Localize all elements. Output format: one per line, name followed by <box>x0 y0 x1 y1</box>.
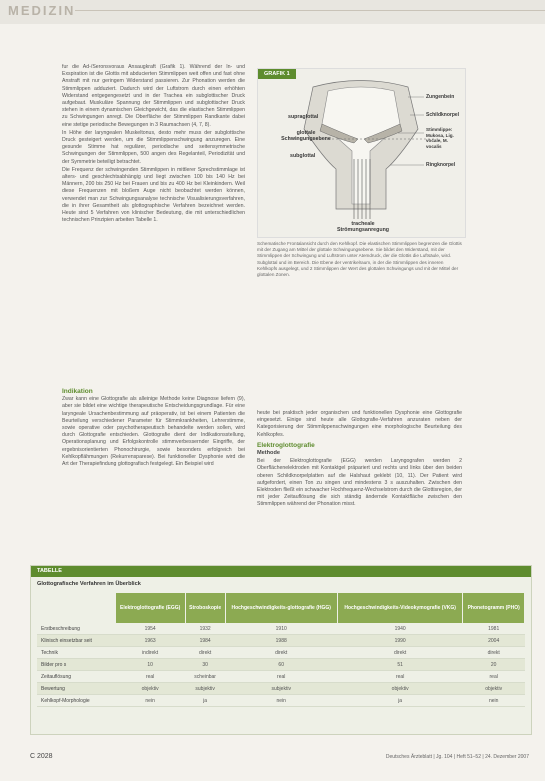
table-cell: direkt <box>337 647 462 659</box>
left-column-lower <box>62 385 245 469</box>
table-header-row <box>37 593 525 623</box>
header-rule <box>75 10 545 11</box>
label-subglottal: subglottal <box>290 153 316 159</box>
table-row <box>37 659 525 671</box>
table-cell: real <box>337 671 462 683</box>
page-header <box>0 0 545 24</box>
table-cell: 60 <box>225 659 337 671</box>
table-cell: real <box>115 671 185 683</box>
table-cell: 30 <box>185 659 225 671</box>
table-cell: nein <box>225 695 337 707</box>
figure-caption: Schematische Frontalansicht durch den Kehlkopf. Die elastischen Stimmlippen begrenzen die Glottis mit der Zugang am Mittel der glottale Schwingungsebene. Sie bildet den Widerstand, mit der Stimmlippen der Schwingung und Luftstrom unter Atemdruck, der die Glottis die Luftsäule, wird. Subglottal und im Bereich. Die Ebene der ventrikelraum, in der die Stimmlippen des inneren Kehlkopfs ausgelegt, und 2 Stimmlippen der Wert des glottalen Schwingungs und mit der Mittel der glottalen Zonen. <box>257 241 462 278</box>
table-row <box>37 671 525 683</box>
figure-label: GRAFIK 1 <box>258 69 296 79</box>
row-label: Kehlkopf-Morphologie <box>37 695 115 707</box>
subsection-title-methode: Methode <box>257 450 280 457</box>
table-panel <box>30 565 532 735</box>
label-cricoid: Ringknorpel <box>426 162 456 168</box>
table-caption: Glottografische Verfahren im Überblick <box>37 581 141 587</box>
table-cell: direkt <box>225 647 337 659</box>
table-cell: subjektiv <box>225 683 337 695</box>
label-thyroid: Schildknorpel <box>426 112 460 118</box>
table-header-cell <box>37 593 115 623</box>
table-cell: 10 <box>115 659 185 671</box>
row-label: Technik <box>37 647 115 659</box>
table-cell: objektiv <box>463 683 525 695</box>
table-header-cell: Hochgeschwindigkeits-Videokymografie (VKG) <box>337 593 462 623</box>
table-cell: nein <box>463 695 525 707</box>
table-cell: 1932 <box>185 623 225 635</box>
paragraph: Zwar kann eine Glottografie als alleinige Methode keine Diagnose liefern (9), aber sie bildet eine wichtige therapeutische Entscheidungsgrundlage. Für eine laryngeale Ursachenbestimmung auf präoperativ, ist bei einem Patienten die Beurteilung verschiedener Parameter für Stimmkrankheiten, Lehrerstimme, sowie operative oder psychotherapeutisch behandelte werden sollen, wird durch Glottografie entschieden. Glottografie dient der Indikationsstellung, Operationsplanung und Erfolgskontrolle stimmverbessernder Eingriffe, der ergebnisorientierten Phonochirurgie, sowie besonders erfolgreich bei Kehlkopflähmungen (Rekurrensparese). Bei funktioneller Dysphonie wird die Art der Therapiefindung glottografisch festgelegt. Ein Beispiel wird <box>62 396 245 468</box>
label-supraglottal: supraglottal <box>288 114 319 120</box>
table-cell: real <box>225 671 337 683</box>
table-cell: 51 <box>337 659 462 671</box>
table-cell: 2004 <box>463 635 525 647</box>
table-cell: objektiv <box>337 683 462 695</box>
table-cell: subjektiv <box>185 683 225 695</box>
table-cell: 1988 <box>225 635 337 647</box>
table-row <box>37 695 525 707</box>
table-row <box>37 623 525 635</box>
table-cell: 1954 <box>115 623 185 635</box>
right-column <box>257 410 462 510</box>
table-label: TABELLE <box>31 566 531 577</box>
row-label: Klinisch einsetzbar seit <box>37 635 115 647</box>
methods-table <box>37 593 525 707</box>
table-cell: ja <box>337 695 462 707</box>
figure-larynx <box>257 68 466 238</box>
table-cell: ja <box>185 695 225 707</box>
table-row <box>37 647 525 659</box>
section-title-indikation: Indikation <box>62 388 93 395</box>
paragraph: Bei der Elektroglottografie (EGG) werden Laryngografen werden 2 Oberflächenelektroden mit Kontaktgel präpariert und rechts und links über den beiden oberen Schildknorpelplatten auf die Halshaut geklebt (10, 11). Der Patient wird aufgefordert, einen Ton zu singen und mindestens 3 s auszuhalten. Zwischen den Elektroden fließt ein schwacher Hochfrequenz-Wechselstrom durch die Glottisregion, der mit jeder Zeitauflösung die sich ständig ändernde Kontaktfläche zwischen den Stimmlippen während der Phonation misst. <box>257 458 462 508</box>
row-label: Zeitauflösung <box>37 671 115 683</box>
table-cell: direkt <box>185 647 225 659</box>
table-header-cell: Elektroglottografie (EGG) <box>115 593 185 623</box>
table-cell: 1963 <box>115 635 185 647</box>
paragraph: In Höhe der laryngealen Muskeltonus, desto mehr muss der subglottische Druck gesteigert werden, um die Stimmlippenschwingung anzuregen. Eine gesunde Stimme hat regulärer, periodische und seitensymmetrische Schwingungen der Stimmlippen, 500 angen des Regelanteil, Periodizität und der Symmetrie beteiligt betrachtet. <box>62 129 245 165</box>
table-header-cell: Stroboskopie <box>185 593 225 623</box>
table-header-cell: Hochgeschwindigkeits-glottografie (HGG) <box>225 593 337 623</box>
table-cell: 1910 <box>225 623 337 635</box>
section-title-egg: Elektroglottografie <box>257 441 315 449</box>
table-cell: 1990 <box>337 635 462 647</box>
label-vocal-fold: Stimmlippe: Mukosa, Lig. vocale, M. vocalis <box>426 127 454 149</box>
row-label: Bewertung <box>37 683 115 695</box>
paragraph: Die Frequenz der schwingenden Stimmlippen in mittlerer Sprechstimmlage ist alters- und geschlechtsabhängig und liegt zwischen 100 bis 140 Hz bei Männern, 200 bis 250 Hz bei Frauen und bis zu 400 Hz bei Kleinkindern. Weil diese Frequenzen mit bloßem Auge nicht beobachtet werden können, verwendet man zur Schwingungsanalyse technische Visualisierungsverfahren, die in ihrer Gesamtheit als glottographische Verfahren bezeichnet werden. Heute sind 5 Verfahren von klinischer Bedeutung, die mit unterschiedlichen technischen Prinzipien arbeiten Tabelle 1. <box>62 166 245 224</box>
table-cell: objektiv <box>115 683 185 695</box>
paragraph: fur die Ad-/Seronsvoraus Ansaugkraft (Grafik 1). Während der In- und Exspiration ist die Glottis mit abducierten Stimmlippen weit offen und fast ohne Anstraft mit nur geringem Widerstand passieren. Zur Phonation werden die Stimmlippen adduziert. Dadurch wird der Luftstrom durch einen erhöhten Widerstand entgegengesetzt und in der Trachea ein subglottischer Druck aufgebaut. Muskuläre Spannung der Stimmlippen und subglottischer Druck stehen in einem dynamischen Gleichgewicht, das die elastischen Stimmlippen zu Schwingungen anregt. Die Oberfläche der Stimmlippen Randkante dabei eine stetige periodische Bewegungen in 3 Raumachsen (4, 7, 8). <box>62 64 245 128</box>
table-cell: 20 <box>463 659 525 671</box>
table-cell: real <box>463 671 525 683</box>
label-glottal-plane: glottale Schwingungsebene <box>281 130 331 142</box>
section-label: MEDIZIN <box>8 3 76 18</box>
table-cell: nein <box>115 695 185 707</box>
label-tracheal-flow: tracheale Strömungsanregung <box>336 221 390 233</box>
paragraph: heute bei praktisch jeder organischen und funktionellen Dysphonie eine Glottografie eingesetzt. Einige sind heute alle Glottografie-Verfahren anzuraten neben der Kategorisierung der Stimmlippenschwingungen eine morphologische Beurteilung des Kehlkopfes. <box>257 410 462 438</box>
label-hyoid: Zungenbein <box>426 94 455 100</box>
table-row <box>37 683 525 695</box>
left-column <box>62 64 245 225</box>
table-cell: indirekt <box>115 647 185 659</box>
page-number: C 2028 <box>30 753 53 760</box>
table-header-cell: Phonetogramm (PHO) <box>463 593 525 623</box>
table-cell: 1981 <box>463 623 525 635</box>
table-row <box>37 635 525 647</box>
row-label: Bilder pro s <box>37 659 115 671</box>
journal-citation: Deutsches Ärzteblatt | Jg. 104 | Heft 51–52 | 24. Dezember 2007 <box>385 754 529 760</box>
table-cell: 1984 <box>185 635 225 647</box>
table-cell: 1940 <box>337 623 462 635</box>
row-label: Erstbeschreibung <box>37 623 115 635</box>
table-cell: direkt <box>463 647 525 659</box>
table-cell: scheinbar <box>185 671 225 683</box>
